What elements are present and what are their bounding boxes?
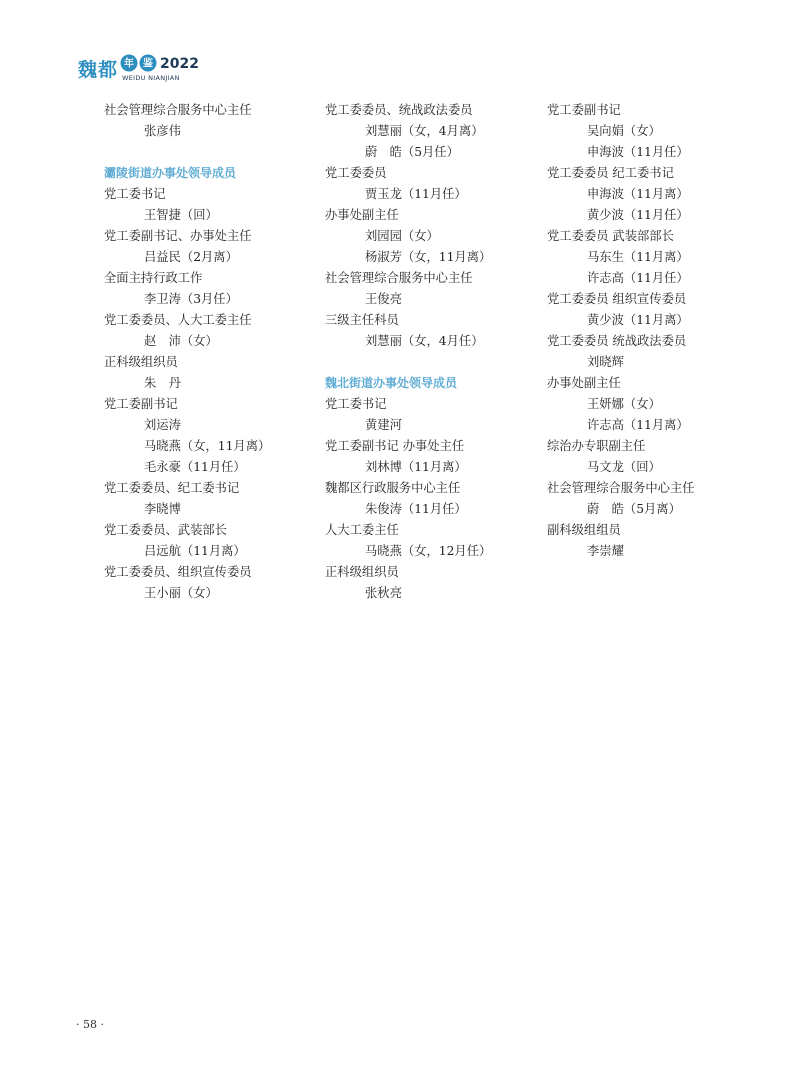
role-title: 党工委副书记 办事处主任 xyxy=(325,439,465,453)
person-name: 张秋亮 xyxy=(365,586,402,600)
role-title: 党工委委员 统战政法委员 xyxy=(547,334,687,348)
svg-text:鉴: 鉴 xyxy=(143,58,153,70)
person-name: 王智捷（回） xyxy=(144,208,218,222)
section-heading: 魏北街道办事处领导成员 xyxy=(325,376,458,390)
person-name: 朱俊涛（11月任） xyxy=(365,502,467,516)
column-2 xyxy=(325,100,540,604)
person-name: 吴向娟（女） xyxy=(587,124,661,138)
person-name: 申海波（11月任） xyxy=(587,145,689,159)
role-title: 三级主任科员 xyxy=(325,313,399,327)
role-title: 副科级组组员 xyxy=(547,523,621,537)
person-name: 蔚 皓（5月任） xyxy=(365,145,459,159)
masthead-subtitle: WEIDU NIANJIAN xyxy=(122,74,180,82)
role-title: 党工委委员 武装部部长 xyxy=(547,229,674,243)
person-name: 刘运涛 xyxy=(144,418,181,432)
person-name: 许志高（11月离） xyxy=(587,418,689,432)
person-name: 申海波（11月离） xyxy=(587,187,689,201)
role-title: 党工委副书记、办事处主任 xyxy=(104,229,252,243)
person-name: 黄少波（11月任） xyxy=(587,208,689,222)
masthead xyxy=(78,52,208,84)
role-title: 党工委副书记 xyxy=(547,103,621,117)
svg-text:年: 年 xyxy=(124,58,134,70)
person-name: 刘园园（女） xyxy=(365,229,439,243)
role-title: 正科级组织员 xyxy=(325,565,399,579)
person-name: 蔚 皓（5月离） xyxy=(587,502,681,516)
role-title: 综治办专职副主任 xyxy=(547,439,646,453)
column-3 xyxy=(547,100,762,562)
person-name: 吕益民（2月离） xyxy=(144,250,238,264)
role-title: 党工委委员、纪工委书记 xyxy=(104,481,240,495)
role-title: 党工委书记 xyxy=(104,187,166,201)
person-name: 黄建河 xyxy=(365,418,402,432)
page-number: · 58 · xyxy=(76,1018,104,1031)
seal-icon xyxy=(120,54,160,72)
person-name: 马晓燕（女，12月任） xyxy=(365,544,492,558)
role-title: 党工委委员 xyxy=(325,166,387,180)
person-name: 张彦伟 xyxy=(144,124,181,138)
person-name: 李卫涛（3月任） xyxy=(144,292,238,306)
person-name: 王俊亮 xyxy=(365,292,402,306)
role-title: 党工委副书记 xyxy=(104,397,178,411)
role-title: 党工委委员、统战政法委员 xyxy=(325,103,473,117)
person-name: 王小丽（女） xyxy=(144,586,218,600)
person-name: 马东生（11月离） xyxy=(587,250,689,264)
role-title: 党工委书记 xyxy=(325,397,387,411)
section-heading: 灞陵街道办事处领导成员 xyxy=(104,166,237,180)
person-name: 李晓博 xyxy=(144,502,181,516)
person-name: 许志高（11月任） xyxy=(587,271,689,285)
role-title: 党工委委员、武装部长 xyxy=(104,523,227,537)
role-title: 社会管理综合服务中心主任 xyxy=(547,481,695,495)
person-name: 刘慧丽（女，4月任） xyxy=(365,334,484,348)
person-name: 刘慧丽（女，4月离） xyxy=(365,124,484,138)
role-title: 办事处副主任 xyxy=(325,208,399,222)
person-name: 王妍娜（女） xyxy=(587,397,661,411)
role-title: 魏都区行政服务中心主任 xyxy=(325,481,461,495)
section-gap xyxy=(104,142,319,163)
role-title: 党工委委员、组织宣传委员 xyxy=(104,565,252,579)
masthead-title: 魏都 xyxy=(78,59,119,81)
role-title: 正科级组织员 xyxy=(104,355,178,369)
person-name: 吕远航（11月离） xyxy=(144,544,246,558)
person-name: 马晓燕（女，11月离） xyxy=(144,439,271,453)
person-name: 杨淑芳（女，11月离） xyxy=(365,250,492,264)
person-name: 毛永豪（11月任） xyxy=(144,460,246,474)
section-gap xyxy=(325,352,540,373)
person-name: 贾玉龙（11月任） xyxy=(365,187,467,201)
role-title: 全面主持行政工作 xyxy=(104,271,203,285)
role-title: 社会管理综合服务中心主任 xyxy=(325,271,473,285)
role-title: 党工委委员 纪工委书记 xyxy=(547,166,674,180)
person-name: 朱 丹 xyxy=(144,376,181,390)
person-name: 刘林博（11月离） xyxy=(365,460,467,474)
person-name: 李崇耀 xyxy=(587,544,624,558)
masthead-year: 2022 xyxy=(160,56,199,72)
role-title: 党工委委员 组织宣传委员 xyxy=(547,292,687,306)
role-title: 社会管理综合服务中心主任 xyxy=(104,103,252,117)
column-1 xyxy=(104,100,319,604)
role-title: 人大工委主任 xyxy=(325,523,399,537)
role-title: 办事处副主任 xyxy=(547,376,621,390)
person-name: 马文龙（回） xyxy=(587,460,661,474)
person-name: 黄少波（11月离） xyxy=(587,313,689,327)
person-name: 赵 沛（女） xyxy=(144,334,218,348)
role-title: 党工委委员、人大工委主任 xyxy=(104,313,252,327)
person-name: 刘晓辉 xyxy=(587,355,624,369)
